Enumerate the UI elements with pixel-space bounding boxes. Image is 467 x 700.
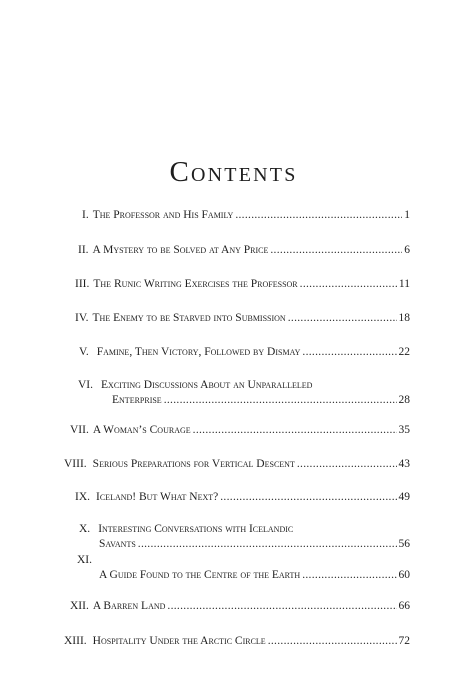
toc-entry[interactable] bbox=[64, 634, 410, 649]
chapter-title: The Enemy to be Starved into Submission bbox=[92, 312, 286, 324]
page-number: 18 bbox=[398, 312, 410, 324]
toc-entry[interactable] bbox=[70, 553, 410, 583]
chapter-number: I. bbox=[82, 209, 89, 221]
page-number: 72 bbox=[398, 635, 410, 647]
chapter-title-continued: Savants bbox=[99, 538, 136, 550]
toc-entry[interactable] bbox=[70, 345, 410, 360]
chapter-number: VII. bbox=[70, 424, 89, 436]
chapter-number: IV. bbox=[75, 312, 89, 324]
chapter-number: VIII. bbox=[64, 458, 87, 470]
page-number: 35 bbox=[398, 424, 410, 436]
page-number: 11 bbox=[398, 278, 410, 290]
dot-leader bbox=[270, 243, 402, 258]
page-number: 43 bbox=[398, 458, 410, 470]
toc-entry[interactable] bbox=[70, 378, 410, 408]
chapter-number: IX. bbox=[75, 491, 91, 503]
chapter-title: A Mystery to be Solved at Any Price bbox=[92, 244, 269, 256]
page-number: 49 bbox=[398, 491, 410, 503]
chapter-title: Interesting Conversations with Icelandic bbox=[98, 523, 294, 535]
toc-entry[interactable] bbox=[70, 311, 410, 326]
toc-entry[interactable] bbox=[70, 277, 410, 292]
page-number: 66 bbox=[398, 600, 410, 612]
toc-entry[interactable] bbox=[64, 457, 410, 472]
chapter-number: VI. bbox=[78, 379, 94, 391]
chapter-number: X. bbox=[79, 523, 91, 535]
dot-leader bbox=[235, 208, 402, 223]
chapter-number: XII. bbox=[70, 600, 89, 612]
page-number: 6 bbox=[404, 244, 410, 256]
chapter-title: Famine, Then Victory, Followed by Dismay bbox=[96, 346, 301, 358]
chapter-title: The Runic Writing Exercises the Professor bbox=[93, 278, 298, 290]
chapter-title: Exciting Discussions About an Unparalleled bbox=[101, 379, 313, 391]
page-number: 28 bbox=[398, 394, 410, 406]
dot-leader bbox=[300, 277, 397, 292]
chapter-number: III. bbox=[75, 278, 90, 290]
page-number: 1 bbox=[404, 209, 410, 221]
chapter-title: A Woman’s Courage bbox=[92, 424, 191, 436]
page-number: 56 bbox=[398, 538, 410, 550]
toc-entry[interactable] bbox=[70, 208, 410, 223]
chapter-title: The Professor and His Family bbox=[92, 209, 234, 221]
dot-leader bbox=[288, 311, 397, 326]
dot-leader bbox=[220, 490, 396, 505]
dot-leader bbox=[164, 393, 397, 408]
toc-entry[interactable] bbox=[70, 423, 410, 438]
chapter-title: A Guide Found to the Centre of the Earth bbox=[99, 569, 301, 581]
chapter-number: XI. bbox=[77, 554, 93, 566]
page-number: 22 bbox=[398, 346, 410, 358]
chapter-title: Hospitality Under the Arctic Circle bbox=[92, 635, 266, 647]
chapter-number: V. bbox=[79, 346, 89, 358]
dot-leader bbox=[167, 599, 396, 614]
dot-leader bbox=[138, 537, 397, 552]
toc-entry[interactable] bbox=[70, 522, 410, 552]
chapter-number: XIII. bbox=[64, 635, 87, 647]
page-title: Contents bbox=[169, 156, 298, 188]
toc-entry[interactable] bbox=[70, 599, 410, 614]
page-number: 60 bbox=[398, 569, 410, 581]
chapter-title: Iceland! But What Next? bbox=[96, 491, 219, 503]
toc-entry[interactable] bbox=[70, 243, 410, 258]
chapter-title: A Barren Land bbox=[92, 600, 166, 612]
dot-leader bbox=[193, 423, 397, 438]
chapter-title: Serious Preparations for Vertical Descent bbox=[92, 458, 295, 470]
dot-leader bbox=[268, 634, 397, 649]
dot-leader bbox=[302, 345, 396, 360]
toc-entry[interactable] bbox=[70, 490, 410, 505]
dot-leader bbox=[302, 568, 396, 583]
dot-leader bbox=[297, 457, 397, 472]
chapter-title-continued: Enterprise bbox=[112, 394, 162, 406]
chapter-number: II. bbox=[78, 244, 89, 256]
